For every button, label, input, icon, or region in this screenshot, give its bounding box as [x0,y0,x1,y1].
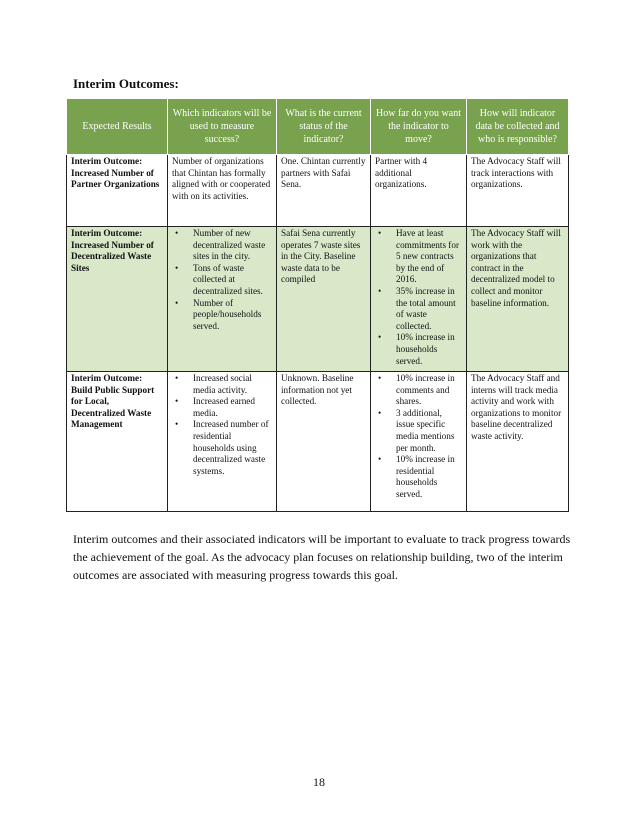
list-item: • Number of new decentralized waste sites in the city. [172,228,272,263]
table-row [67,227,569,372]
indicators-cell [168,372,277,512]
target-cell [371,227,467,372]
table-row [67,372,569,512]
data-collection-cell: The Advocacy Staff and interns will track media activity and work with organizations to monitor baseline decentralized waste activity. [467,372,569,512]
expected-result-cell: Interim Outcome: Increased Number of Decentralized Waste Sites [67,227,168,372]
section-heading: Interim Outcomes: [73,76,179,91]
list-item: • 10% increase in households served. [375,332,462,367]
interim-outcomes-table [66,98,569,512]
table-header-row [67,99,569,155]
indicators-cell [168,227,277,372]
current-status-cell: One. Chintan currently partners with Safai Sena. [277,155,371,227]
current-status-cell: Unknown. Baseline information not yet collected. [277,372,371,512]
list-item: • Have at least commitments for 5 new contracts by the end of 2016. [375,228,462,286]
list-item: • Tons of waste collected at decentralized sites. [172,263,272,298]
column-header-indicators: Which indicators will be used to measure success? [168,99,277,155]
data-collection-cell: The Advocacy Staff will work with the organizations that contract in the decentralized model to collect and monitor baseline information. [467,227,569,372]
list-item: • Increased earned media. [172,396,272,419]
column-header-expected-results: Expected Results [67,99,168,155]
column-header-current-status: What is the current status of the indicator? [277,99,371,155]
expected-result-cell: Interim Outcome: Increased Number of Partner Organizations [67,155,168,227]
list-item: • 35% increase in the total amount of waste collected. [375,286,462,332]
page-number: 18 [313,775,325,789]
list-item: • Number of people/households served. [172,298,272,333]
expected-result-cell: Interim Outcome: Build Public Support for Local, Decentralized Waste Management [67,372,168,512]
data-collection-cell: The Advocacy Staff will track interactions with organizations. [467,155,569,227]
list-item: • 10% increase in residential households served. [375,454,462,500]
target-cell: Partner with 4 additional organizations. [371,155,467,227]
body-paragraph: Interim outcomes and their associated indicators will be important to evaluate to track progress towards the achievement of the goal. As the advocacy plan focuses on relationship building, two of the interim outcomes are associated with measuring progress towards this goal. [73,532,571,582]
indicators-cell: Number of organizations that Chintan has formally aligned with or cooperated with on its activities. [168,155,277,227]
table-row [67,155,569,227]
target-cell [371,372,467,512]
list-item: • 3 additional, issue specific media mentions per month. [375,408,462,454]
list-item: • 10% increase in comments and shares. [375,373,462,408]
column-header-data-collection: How will indicator data be collected and who is responsible? [467,99,569,155]
list-item: • Increased number of residential households using decentralized waste systems. [172,419,272,477]
current-status-cell: Safai Sena currently operates 7 waste sites in the City. Baseline waste data to be compiled [277,227,371,372]
list-item: • Increased social media activity. [172,373,272,396]
column-header-target: How far do you want the indicator to move? [371,99,467,155]
